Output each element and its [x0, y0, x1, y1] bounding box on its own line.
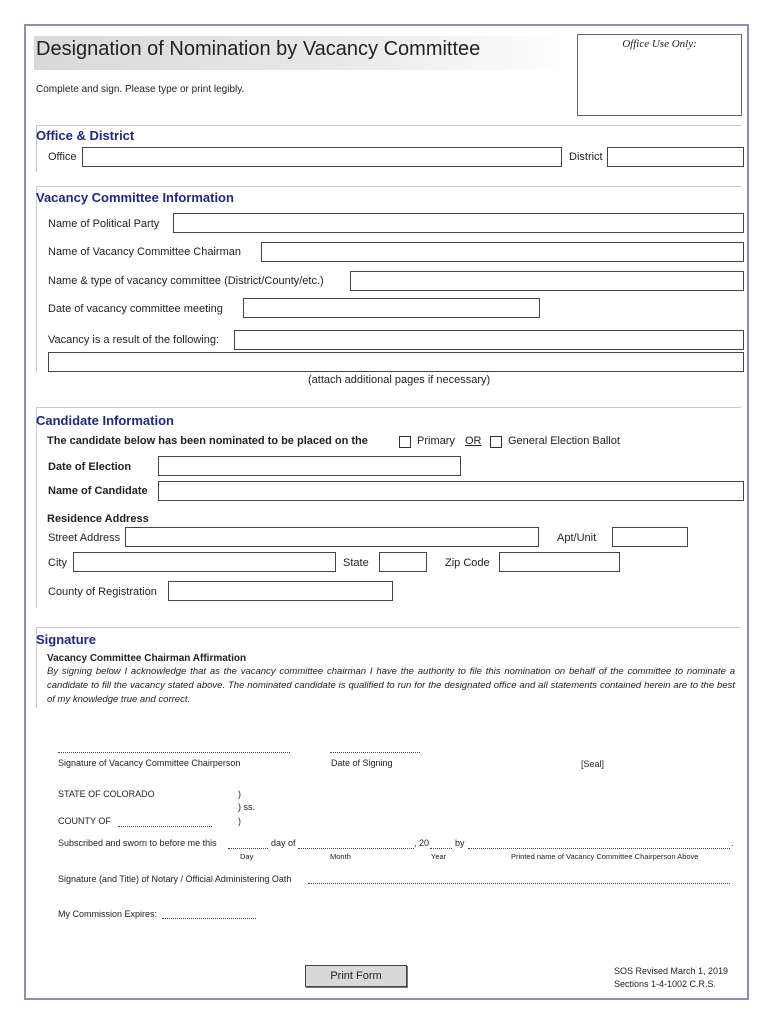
- section-divider: [36, 407, 741, 408]
- section-divider: [36, 125, 741, 126]
- street-input[interactable]: [125, 527, 539, 547]
- committee-type-input[interactable]: [350, 271, 744, 291]
- statute-sections: Sections 1-4-1002 C.R.S.: [614, 979, 717, 989]
- notary-label: Signature (and Title) of Notary / Official Administering Oath: [58, 874, 292, 884]
- paren-3: ): [238, 816, 241, 826]
- section-side-rule: [36, 408, 37, 608]
- apt-label: Apt/Unit: [557, 532, 597, 544]
- vacancy-result-label: Vacancy is a result of the following:: [48, 334, 219, 346]
- office-input[interactable]: [82, 147, 562, 167]
- section-title-vacancy: Vacancy Committee Information: [36, 190, 234, 205]
- nominated-text: The candidate below has been nominated to be placed on the: [47, 435, 368, 447]
- commission-label: My Commission Expires:: [58, 909, 158, 919]
- period: .: [731, 838, 734, 848]
- section-title-candidate: Candidate Information: [36, 413, 174, 428]
- date-signing-line[interactable]: [330, 752, 420, 753]
- state-of-colorado: STATE OF COLORADO: [58, 789, 155, 799]
- chairman-input[interactable]: [261, 242, 744, 262]
- primary-checkbox[interactable]: [399, 436, 411, 448]
- page-title: Designation of Nomination by Vacancy Committee: [36, 38, 481, 60]
- section-title-signature: Signature: [36, 632, 96, 647]
- print-form-button[interactable]: Print Form: [305, 965, 407, 987]
- city-input[interactable]: [73, 552, 336, 572]
- party-label: Name of Political Party: [48, 218, 160, 230]
- month-line[interactable]: [298, 848, 414, 849]
- day-label: Day: [240, 852, 254, 861]
- residence-heading: Residence Address: [47, 513, 149, 525]
- paren-1: ): [238, 789, 241, 799]
- office-label: Office: [48, 151, 77, 163]
- printed-name-label: Printed name of Vacancy Committee Chairperson Above: [511, 852, 699, 861]
- year-line[interactable]: [430, 848, 452, 849]
- election-date-label: Date of Election: [48, 461, 132, 473]
- district-label: District: [569, 151, 603, 163]
- section-title-office-district: Office & District: [36, 128, 135, 143]
- chair-signature-label: Signature of Vacancy Committee Chairperson: [58, 758, 241, 768]
- affirmation-text: By signing below I acknowledge that as the vacancy committee chairman I have the authority to file this nomination on behalf of the committee to nominate a candidate to fill the vacancy stated above. The nominated candidate is qualified to run for the designated office and all statements contained herein are to the best of my knowledge true and correct.: [47, 666, 735, 705]
- candidate-name-input[interactable]: [158, 481, 744, 501]
- committee-type-label: Name & type of vacancy committee (District/County/etc.): [48, 275, 324, 287]
- district-input[interactable]: [607, 147, 744, 167]
- day-of-text: day of: [271, 838, 296, 848]
- meeting-date-label: Date of vacancy committee meeting: [48, 303, 223, 315]
- affirmation-heading: Vacancy Committee Chairman Affirmation: [47, 653, 247, 664]
- chairman-label: Name of Vacancy Committee Chairman: [48, 246, 241, 258]
- month-label: Month: [330, 852, 351, 861]
- candidate-name-label: Name of Candidate: [48, 485, 148, 497]
- vacancy-result-input[interactable]: [234, 330, 744, 350]
- section-divider: [36, 627, 741, 628]
- meeting-date-input[interactable]: [243, 298, 540, 318]
- printed-name-line[interactable]: [468, 848, 730, 849]
- election-date-input[interactable]: [158, 456, 461, 476]
- seal-label: [Seal]: [581, 759, 605, 769]
- state-label: State: [343, 557, 369, 569]
- general-election-label: General Election Ballot: [508, 435, 620, 447]
- apt-input[interactable]: [612, 527, 688, 547]
- by-text: by: [455, 838, 465, 848]
- commission-line[interactable]: [162, 918, 256, 919]
- section-divider: [36, 186, 741, 187]
- attach-note: (attach additional pages if necessary): [308, 374, 491, 386]
- twenty-text: , 20: [414, 838, 430, 848]
- county-input[interactable]: [168, 581, 393, 601]
- zip-input[interactable]: [499, 552, 620, 572]
- general-election-checkbox[interactable]: [490, 436, 502, 448]
- party-input[interactable]: [173, 213, 744, 233]
- or-label: OR: [465, 435, 482, 447]
- street-label: Street Address: [48, 532, 121, 544]
- year-label: Year: [431, 852, 447, 861]
- notary-line[interactable]: [308, 883, 730, 884]
- county-label: County of Registration: [48, 586, 157, 598]
- vacancy-result-input-2[interactable]: [48, 352, 744, 372]
- office-use-only-box: [577, 34, 742, 116]
- zip-label: Zip Code: [445, 557, 490, 569]
- chair-signature-line[interactable]: [58, 752, 290, 753]
- section-side-rule: [36, 187, 37, 373]
- date-signing-label: Date of Signing: [331, 758, 393, 768]
- day-line[interactable]: [228, 848, 268, 849]
- ss-line: ) ss.: [238, 802, 255, 812]
- county-of-label: COUNTY OF: [58, 816, 111, 826]
- primary-label: Primary: [417, 435, 455, 447]
- state-input[interactable]: [379, 552, 427, 572]
- office-use-only-label: Office Use Only:: [622, 38, 697, 50]
- subscribed-text: Subscribed and sworn to before me this: [58, 838, 217, 848]
- county-of-line[interactable]: [118, 826, 212, 827]
- revised-date: SOS Revised March 1, 2019: [614, 966, 729, 976]
- city-label: City: [48, 557, 67, 569]
- page-subtitle: Complete and sign. Please type or print legibly.: [36, 84, 245, 95]
